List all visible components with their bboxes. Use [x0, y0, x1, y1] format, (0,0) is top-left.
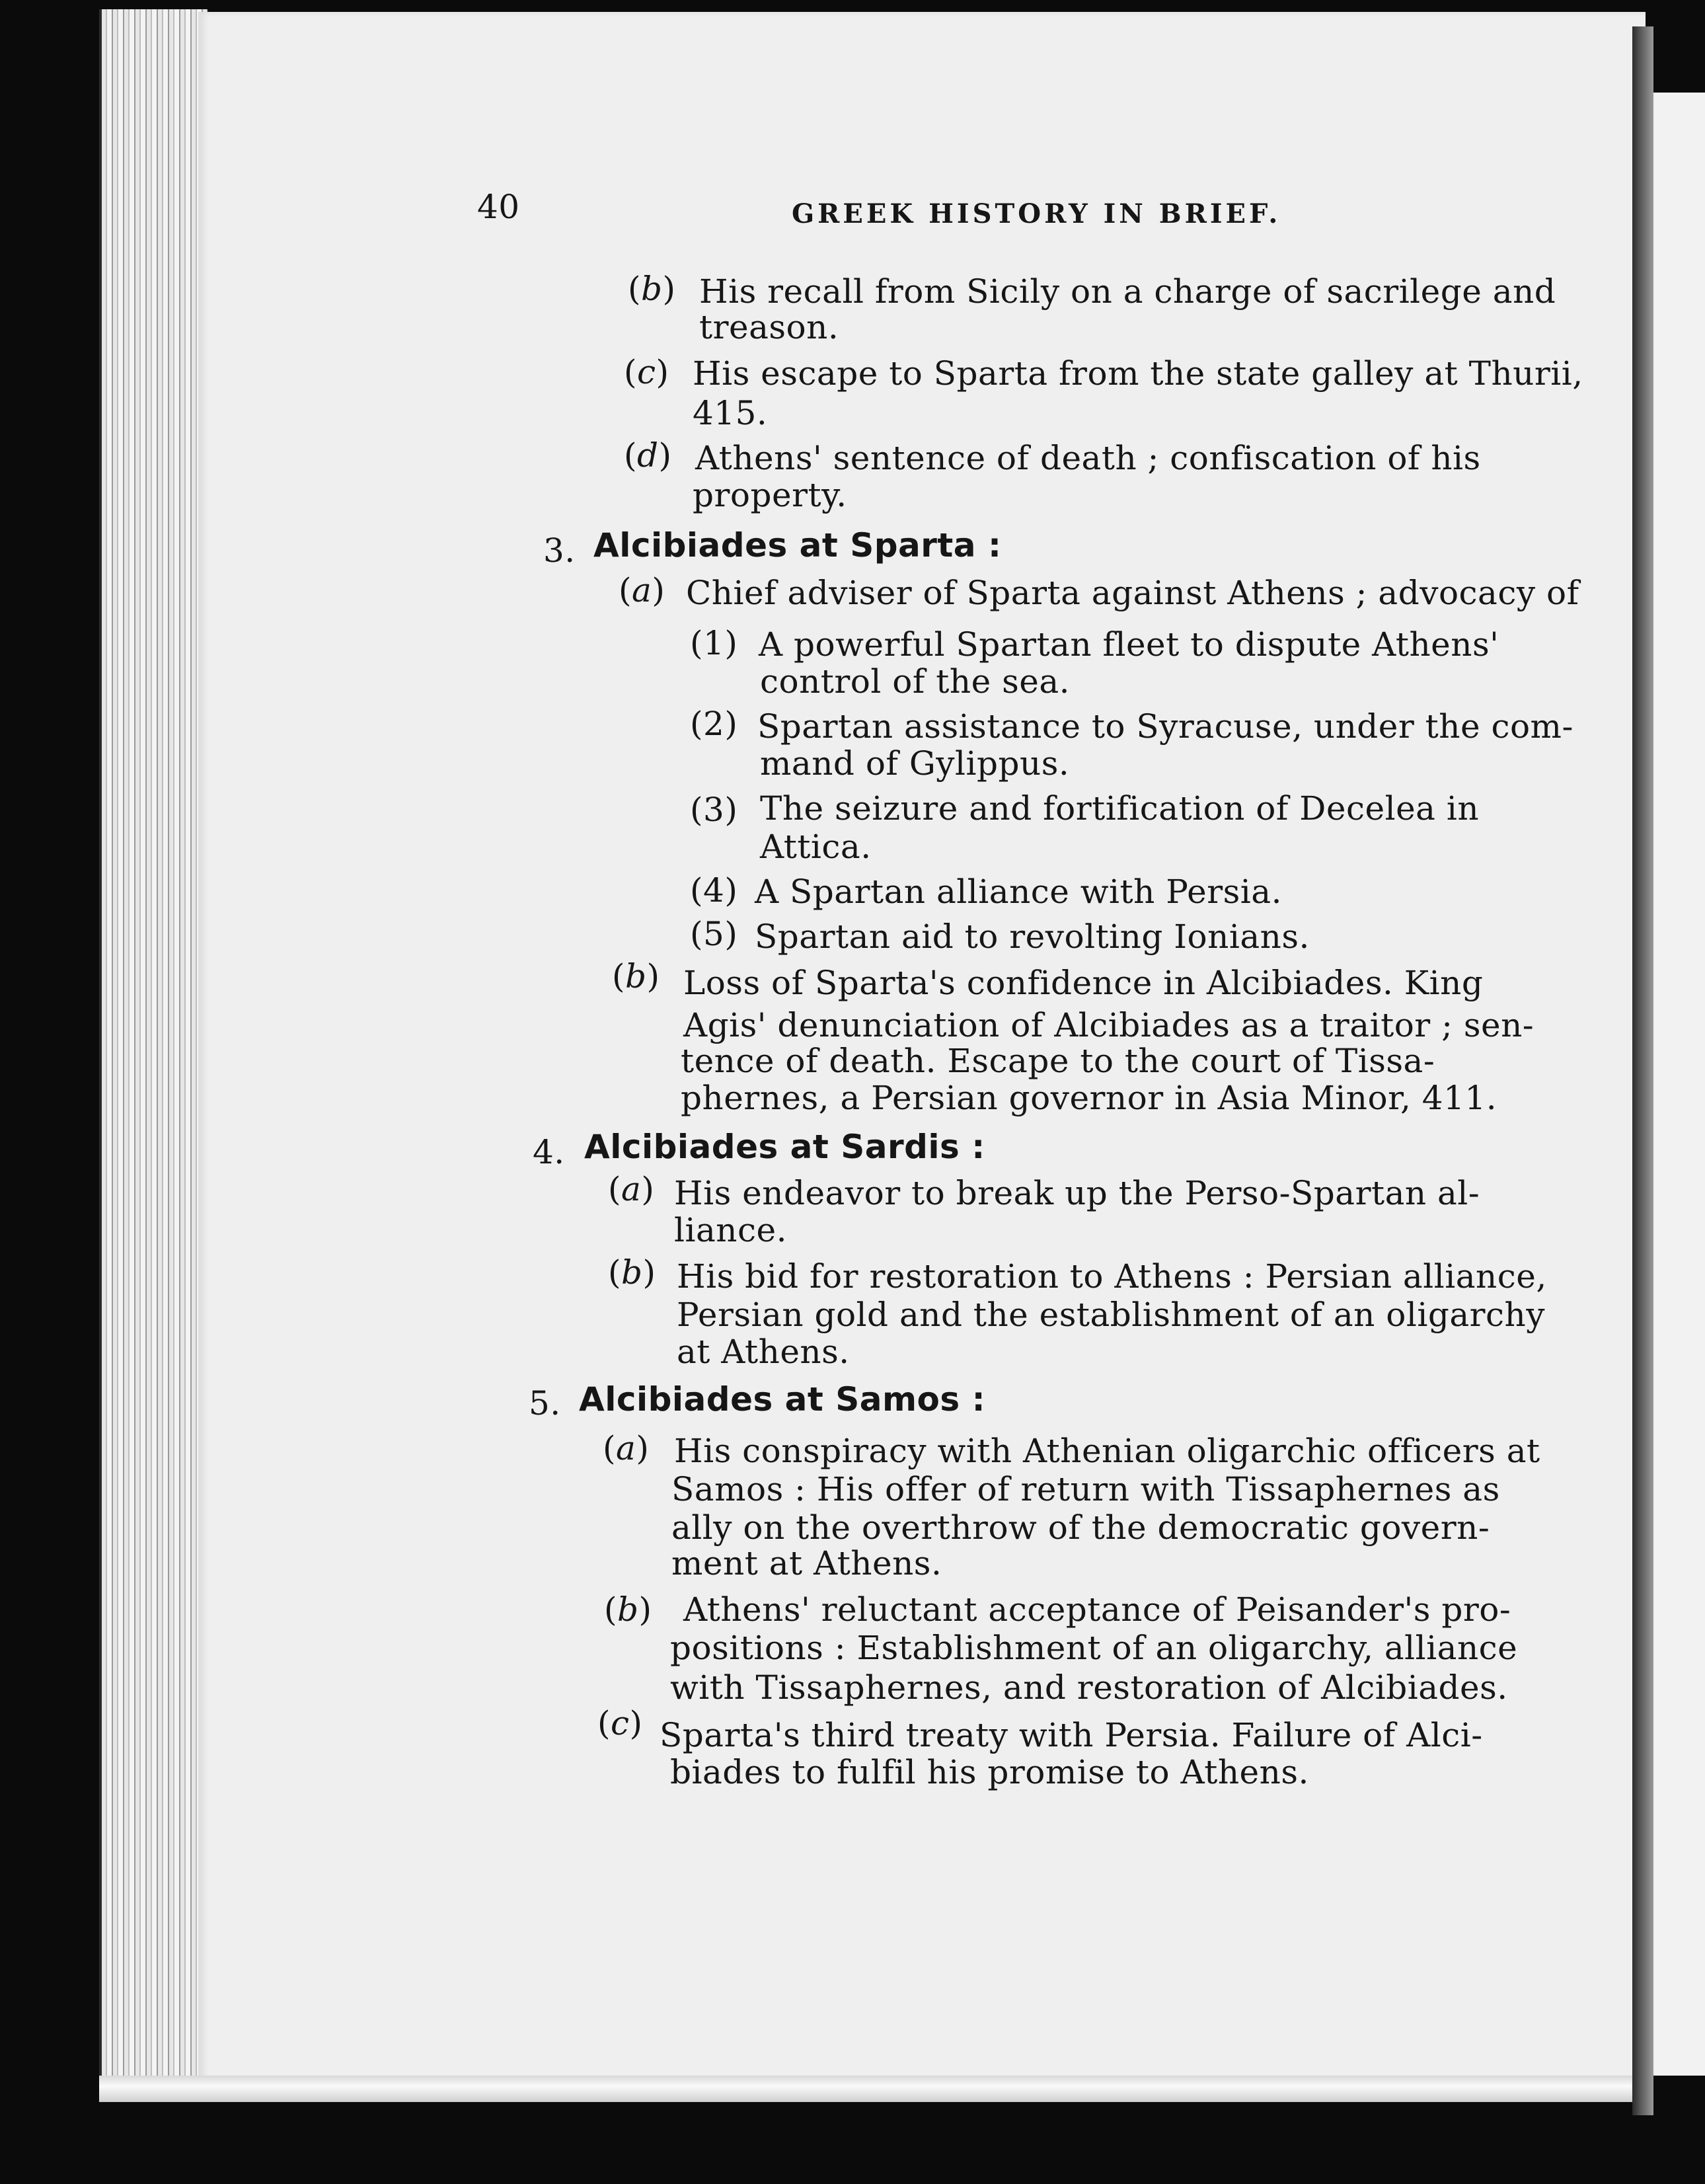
text-line: Athens' sentence of death ; confiscation of his [695, 439, 1481, 477]
text-line: Samos : His offer of return with Tissaphernes as [671, 1470, 1500, 1508]
text-line: A Spartan alliance with Persia. [755, 873, 1282, 911]
subitem-number: (4) [690, 871, 738, 910]
item-label-b: (b) [608, 1253, 656, 1292]
text-line: His bid for restoration to Athens : Persian alliance, [677, 1257, 1547, 1296]
item-label-c: (c) [624, 353, 669, 391]
page-number: 40 [477, 188, 520, 226]
book-bottom-edge [99, 2076, 1652, 2102]
text-line: Sparta's third treaty with Persia. Failure of Alci- [660, 1716, 1483, 1754]
item-label-c: (c) [597, 1704, 643, 1742]
text-line: His escape to Sparta from the state galley at Thurii, [693, 354, 1583, 393]
text-line: tence of death. Escape to the court of Tissa- [681, 1042, 1435, 1080]
text-line: His recall from Sicily on a charge of sacrilege and [699, 272, 1556, 311]
item-label-d: (d) [624, 436, 672, 475]
book-gutter [1632, 26, 1653, 2115]
book-page-edges [99, 9, 208, 2085]
item-label-a: (a) [608, 1170, 655, 1208]
subitem-number: (2) [690, 705, 738, 743]
text-line: property. [693, 476, 847, 514]
next-page-sliver [1653, 93, 1705, 2076]
text-line: Attica. [760, 828, 872, 866]
text-line: His endeavor to break up the Perso-Spartan al- [674, 1174, 1480, 1212]
text-line: ment at Athens. [671, 1544, 942, 1582]
text-line: Agis' denunciation of Alcibiades as a traitor ; sen- [683, 1006, 1534, 1044]
text-line: positions : Establishment of an oligarchy, alliance [670, 1629, 1518, 1667]
section-number: 5. [529, 1384, 561, 1423]
text-line: Spartan assistance to Syracuse, under the com- [757, 707, 1573, 746]
text-line: liance. [674, 1211, 787, 1249]
text-line: with Tissaphernes, and restoration of Alcibiades. [670, 1668, 1508, 1707]
text-line: A powerful Spartan fleet to dispute Athens' [759, 625, 1499, 664]
subitem-number: (5) [690, 915, 738, 953]
text-line: The seizure and fortification of Decelea in [760, 789, 1480, 828]
section-heading: Alcibiades at Sparta : [593, 526, 1002, 565]
text-line: ally on the overthrow of the democratic govern- [671, 1508, 1490, 1547]
text-line: 415. [693, 394, 768, 432]
item-label-a: (a) [603, 1429, 650, 1467]
text-line: mand of Gylippus. [760, 744, 1070, 783]
text-line: control of the sea. [760, 662, 1071, 701]
text-line: Athens' reluctant acceptance of Peisander's pro- [683, 1590, 1511, 1629]
subitem-number: (1) [690, 624, 738, 662]
item-label-a: (a) [619, 571, 665, 609]
text-line: at Athens. [677, 1333, 850, 1371]
text-line: His conspiracy with Athenian oligarchic officers at [674, 1432, 1540, 1470]
section-heading: Alcibiades at Samos : [579, 1380, 986, 1419]
text-line: Loss of Sparta's confidence in Alcibiades. King [683, 964, 1484, 1002]
section-heading: Alcibiades at Sardis : [584, 1128, 985, 1166]
section-number: 3. [543, 531, 576, 570]
running-title: GREEK HISTORY IN BRIEF. [792, 198, 1281, 229]
item-label-b: (b) [628, 270, 676, 308]
text-line: biades to fulfil his promise to Athens. [670, 1753, 1309, 1791]
item-label-b: (b) [612, 957, 660, 995]
text-line: treason. [699, 308, 839, 346]
subitem-number: (3) [690, 791, 738, 829]
text-line: Spartan aid to revolting Ionians. [755, 917, 1310, 956]
text-line: Persian gold and the establishment of an oligarchy [677, 1296, 1545, 1334]
item-label-b: (b) [604, 1590, 652, 1629]
text-line: Chief adviser of Sparta against Athens ; advocacy of [686, 574, 1579, 612]
section-number: 4. [533, 1133, 565, 1171]
text-line: phernes, a Persian governor in Asia Minor, 411. [681, 1079, 1497, 1117]
